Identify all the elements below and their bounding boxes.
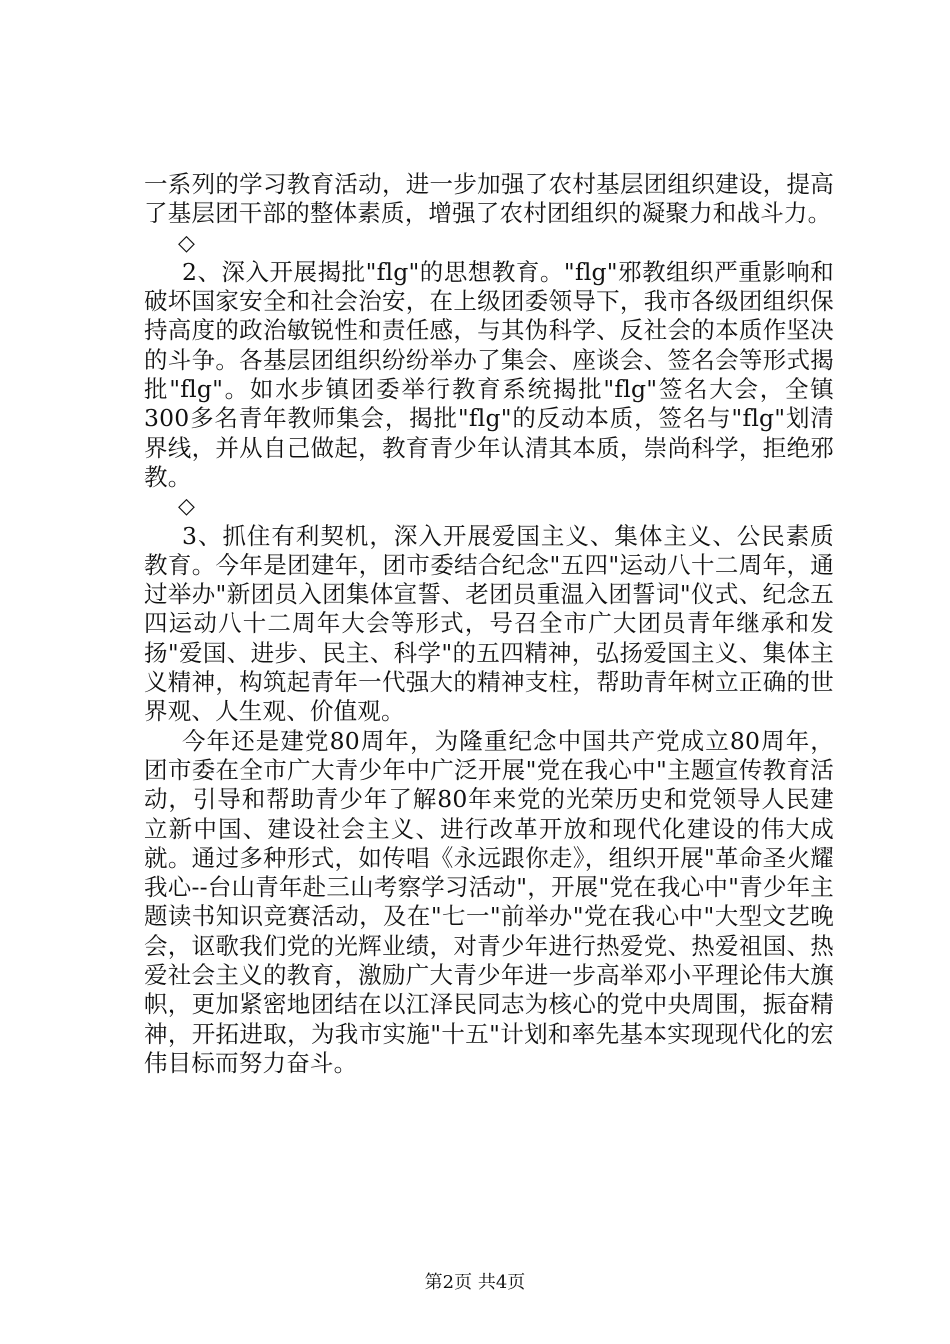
paragraph-continuation: 一系列的学习教育活动，进一步加强了农村基层团组织建设，提高了基层团干部的整体素质，增强了农村团组织的凝聚力和战斗力。 [144, 170, 834, 228]
separator-diamond-2: ◇ [178, 494, 196, 520]
page-footer: 第2页 共4页 [424, 1272, 526, 1293]
paragraph-section-2: 2、深入开展揭批"flg"的思想教育。"flg"邪教组织严重影响和破坏国家安全和社会治安，在上级团委领导下，我市各级团组织保持高度的政治敏锐性和责任感，与其伪科学、反社会的本质作坚决的斗争。各基层团组织纷纷举办了集会、座谈会、签名会等形式揭批"flg"。如水步镇团委举行教育系统揭批"flg"签名大会，全镇300多名青年教师集会，揭批"flg"的反动本质，签名与"flg"划清界线，并从自己做起，教育青少年认清其本质，崇尚科学，拒绝邪教。 [144, 257, 834, 491]
paragraph-party-anniversary: 今年还是建党80周年，为隆重纪念中国共产党成立80周年，团市委在全市广大青少年中广泛开展"党在我心中"主题宣传教育活动，引导和帮助青少年了解80年来党的光荣历史和党领导人民建立新中国、建设社会主义、进行改革开放和现代化建设的伟大成就。通过多种形式，如传唱《永远跟你走》，组织开展"革命圣火耀我心--台山青年赴三山考察学习活动"，开展"党在我心中"青少年主题读书知识竞赛活动，及在"七一"前举办"党在我心中"大型文艺晚会，讴歌我们党的光辉业绩，对青少年进行热爱党、热爱祖国、热爱社会主义的教育，激励广大青少年进一步高举邓小平理论伟大旗帜，更加紧密地团结在以江泽民同志为核心的党中央周围，振奋精神，开拓进取，为我市实施"十五"计划和率先基本实现现代化的宏伟目标而努力奋斗。 [144, 726, 834, 1077]
document-body [144, 170, 834, 1078]
paragraph-section-3: 3、抓住有利契机，深入开展爱国主义、集体主义、公民素质教育。今年是团建年，团市委结合纪念"五四"运动八十二周年，通过举办"新团员入团集体宣誓、老团员重温入团誓词"仪式、纪念五四运动八十二周年大会等形式，号召全市广大团员青年继承和发扬"爱国、进步、民主、科学"的五四精神，弘扬爱国主义、集体主义精神，构筑起青年一代强大的精神支柱，帮助青年树立正确的世界观、人生观、价值观。 [144, 521, 834, 726]
separator-diamond-1: ◇ [178, 230, 196, 256]
